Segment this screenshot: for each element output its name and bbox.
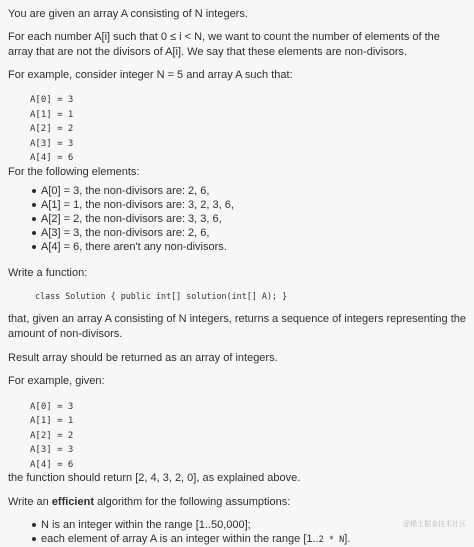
assumption-2-suffix: ].: [344, 533, 351, 545]
list-item: A[3] = 3, the non-divisors are: 2, 6,: [30, 226, 466, 240]
efficient-suffix: algorithm for the following assumptions:: [94, 496, 291, 508]
list-item: A[1] = 1, the non-divisors are: 3, 2, 3, 6,: [30, 198, 466, 212]
write-function-text: Write a function:: [8, 266, 88, 279]
return-text: the function should return [2, 4, 3, 2, 0], as explained above.: [8, 472, 301, 484]
watermark: @稀土掘金技术社区: [403, 520, 466, 528]
example-array-2: [8, 400, 466, 473]
function-signature: class Solution { public int[] solution(int[] A); }: [35, 290, 288, 301]
array-line: A[1] = 1: [30, 109, 74, 120]
list-item: A[2] = 2, the non-divisors are: 3, 3, 6,: [30, 212, 466, 226]
array-line: A[3] = 3: [30, 445, 74, 455]
array-line: A[3] = 3: [30, 138, 74, 149]
array-line: A[2] = 2: [30, 124, 74, 134]
list-item: [30, 532, 466, 547]
efficient-word: efficient: [51, 496, 94, 508]
array-line: A[2] = 2: [30, 430, 74, 441]
array-line: A[4] = 6: [30, 459, 74, 470]
intro-paragraph: You are given an array A consisting of N integers.: [8, 8, 248, 20]
result-text: Result array should be returned as an array of integers.: [8, 351, 278, 364]
array-line: A[0] = 3: [30, 401, 74, 412]
efficient-prefix: Write an: [8, 496, 52, 508]
non-divisor-list: [8, 184, 466, 254]
example-intro-2: For example, given:: [8, 374, 105, 387]
list-item: A[0] = 3, the non-divisors are: 2, 6,: [30, 184, 466, 198]
function-description: that, given an array A consisting of N integers, returns a sequence of integers representing the amount of non-divisors.: [8, 312, 466, 340]
efficient-paragraph: [8, 495, 466, 510]
count-paragraph: For each number A[i] such that 0 ≤ i < N, we want to count the number of elements of the array that are not the divisors of A[i]. We say that these elements are non-divisors.: [8, 31, 440, 58]
assumption-2-code: 2 * N: [318, 535, 345, 545]
list-item: N is an integer within the range [1..50,000];: [30, 518, 466, 532]
example-intro-1: For example, consider integer N = 5 and array A such that:: [8, 69, 293, 81]
array-line: A[4] = 6: [30, 153, 74, 163]
following-text: For the following elements:: [8, 165, 140, 178]
array-line: A[1] = 1: [30, 416, 74, 426]
assumption-2-prefix: each element of array A is an integer within the range [1..: [41, 533, 319, 545]
assumptions-list: [8, 518, 466, 547]
example-array-1: [8, 93, 466, 166]
list-item: A[4] = 6, there aren't any non-divisors.: [30, 240, 466, 254]
array-line: A[0] = 3: [30, 95, 74, 105]
